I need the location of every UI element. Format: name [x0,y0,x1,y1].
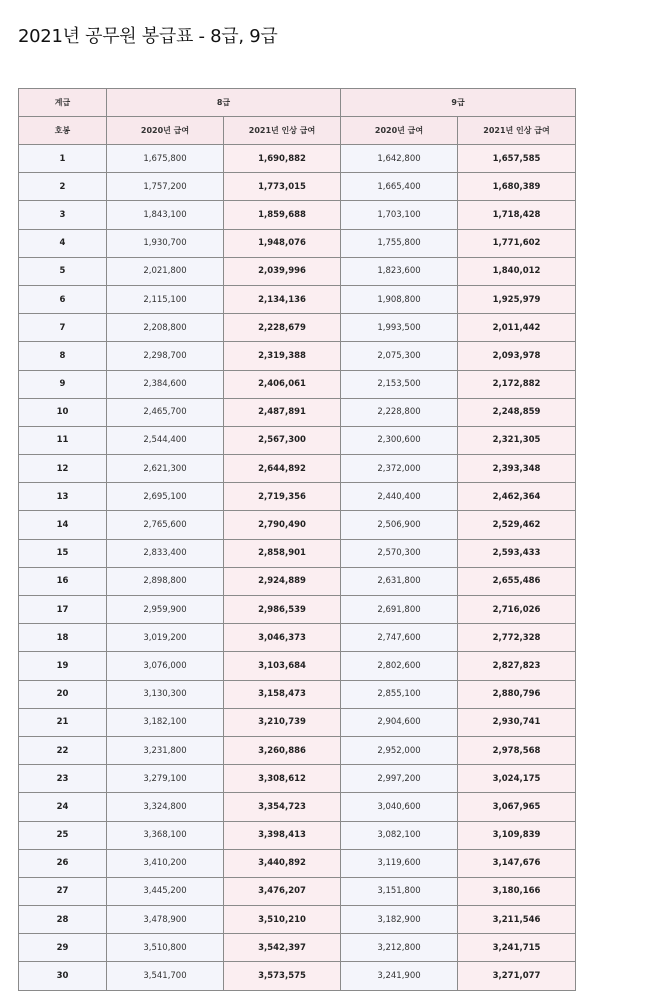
cell-8-2021: 2,039,996 [224,257,341,285]
header-grade-label: 계급 [19,89,107,117]
cell-9-2020: 2,075,300 [341,342,458,370]
cell-9-2020: 1,665,400 [341,173,458,201]
cell-step: 13 [19,483,107,511]
cell-9-2021: 1,680,389 [458,173,576,201]
cell-step: 12 [19,455,107,483]
cell-8-2021: 2,567,300 [224,426,341,454]
cell-9-2021: 2,529,462 [458,511,576,539]
cell-step: 18 [19,624,107,652]
cell-step: 6 [19,285,107,313]
cell-9-2021: 1,771,602 [458,229,576,257]
table-row [19,511,576,539]
cell-8-2021: 1,773,015 [224,173,341,201]
cell-9-2020: 3,119,600 [341,849,458,877]
table-row [19,455,576,483]
cell-9-2020: 2,228,800 [341,398,458,426]
cell-9-2020: 2,747,600 [341,624,458,652]
cell-9-2021: 3,147,676 [458,849,576,877]
cell-9-2021: 2,978,568 [458,736,576,764]
header-8-old: 2020년 급여 [107,117,224,145]
table-row [19,539,576,567]
cell-9-2021: 2,093,978 [458,342,576,370]
cell-9-2021: 3,271,077 [458,962,576,990]
table-row [19,708,576,736]
table-row [19,314,576,342]
cell-8-2021: 2,319,388 [224,342,341,370]
cell-8-2021: 2,487,891 [224,398,341,426]
cell-step: 1 [19,145,107,173]
cell-8-2021: 3,158,473 [224,680,341,708]
cell-8-2020: 3,478,900 [107,906,224,934]
cell-9-2020: 1,823,600 [341,257,458,285]
cell-step: 22 [19,736,107,764]
cell-9-2020: 2,372,000 [341,455,458,483]
cell-step: 8 [19,342,107,370]
table-row [19,877,576,905]
table-row [19,596,576,624]
cell-8-2020: 3,231,800 [107,736,224,764]
cell-8-2020: 2,695,100 [107,483,224,511]
cell-8-2021: 1,859,688 [224,201,341,229]
table-row [19,483,576,511]
cell-step: 5 [19,257,107,285]
table-row [19,201,576,229]
cell-8-2021: 3,476,207 [224,877,341,905]
cell-9-2021: 3,024,175 [458,765,576,793]
cell-8-2020: 3,324,800 [107,793,224,821]
table-row [19,849,576,877]
cell-8-2021: 2,986,539 [224,596,341,624]
cell-8-2020: 3,541,700 [107,962,224,990]
cell-8-2020: 2,544,400 [107,426,224,454]
table-row [19,793,576,821]
cell-9-2020: 3,182,900 [341,906,458,934]
cell-8-2021: 1,948,076 [224,229,341,257]
cell-9-2021: 2,462,364 [458,483,576,511]
cell-9-2020: 1,703,100 [341,201,458,229]
cell-8-2020: 2,833,400 [107,539,224,567]
cell-9-2020: 2,440,400 [341,483,458,511]
table-row [19,680,576,708]
cell-8-2020: 3,445,200 [107,877,224,905]
header-row-grade [19,89,576,117]
cell-8-2020: 3,410,200 [107,849,224,877]
table-body [19,145,576,991]
cell-8-2021: 3,046,373 [224,624,341,652]
table-row [19,567,576,595]
table-row [19,652,576,680]
cell-9-2020: 2,802,600 [341,652,458,680]
cell-9-2021: 2,321,305 [458,426,576,454]
cell-8-2020: 2,021,800 [107,257,224,285]
cell-8-2021: 3,510,210 [224,906,341,934]
table-row [19,906,576,934]
table-row [19,145,576,173]
cell-8-2021: 3,354,723 [224,793,341,821]
cell-8-2021: 2,924,889 [224,567,341,595]
cell-9-2020: 2,691,800 [341,596,458,624]
cell-step: 19 [19,652,107,680]
cell-8-2020: 3,019,200 [107,624,224,652]
cell-8-2021: 3,308,612 [224,765,341,793]
cell-9-2021: 1,925,979 [458,285,576,313]
cell-step: 28 [19,906,107,934]
cell-9-2021: 2,248,859 [458,398,576,426]
cell-step: 25 [19,821,107,849]
cell-8-2020: 2,898,800 [107,567,224,595]
cell-9-2021: 3,211,546 [458,906,576,934]
cell-8-2020: 1,930,700 [107,229,224,257]
cell-8-2020: 3,076,000 [107,652,224,680]
cell-9-2020: 3,082,100 [341,821,458,849]
cell-8-2021: 3,398,413 [224,821,341,849]
cell-8-2020: 3,130,300 [107,680,224,708]
cell-8-2020: 2,208,800 [107,314,224,342]
table-row [19,426,576,454]
cell-9-2020: 1,755,800 [341,229,458,257]
cell-8-2021: 3,260,886 [224,736,341,764]
cell-9-2021: 2,880,796 [458,680,576,708]
cell-8-2020: 3,279,100 [107,765,224,793]
cell-9-2021: 3,067,965 [458,793,576,821]
cell-8-2020: 3,368,100 [107,821,224,849]
cell-step: 10 [19,398,107,426]
cell-8-2021: 2,719,356 [224,483,341,511]
cell-8-2021: 3,542,397 [224,934,341,962]
cell-8-2020: 3,182,100 [107,708,224,736]
table-row [19,821,576,849]
table-row [19,736,576,764]
cell-9-2020: 2,855,100 [341,680,458,708]
cell-9-2020: 3,212,800 [341,934,458,962]
cell-9-2021: 3,180,166 [458,877,576,905]
cell-9-2021: 2,011,442 [458,314,576,342]
cell-8-2020: 1,757,200 [107,173,224,201]
cell-9-2021: 2,930,741 [458,708,576,736]
cell-9-2021: 2,593,433 [458,539,576,567]
cell-8-2020: 2,765,600 [107,511,224,539]
header-8-new: 2021년 인상 급여 [224,117,341,145]
cell-9-2020: 2,997,200 [341,765,458,793]
cell-8-2020: 2,959,900 [107,596,224,624]
cell-step: 7 [19,314,107,342]
cell-9-2021: 2,172,882 [458,370,576,398]
cell-8-2020: 2,115,100 [107,285,224,313]
cell-8-2021: 3,440,892 [224,849,341,877]
cell-9-2021: 2,393,348 [458,455,576,483]
cell-8-2021: 2,644,892 [224,455,341,483]
cell-9-2020: 1,993,500 [341,314,458,342]
cell-step: 11 [19,426,107,454]
header-group-8: 8급 [107,89,341,117]
cell-step: 27 [19,877,107,905]
cell-9-2021: 2,655,486 [458,567,576,595]
table-row [19,257,576,285]
cell-step: 24 [19,793,107,821]
cell-step: 23 [19,765,107,793]
cell-8-2020: 3,510,800 [107,934,224,962]
header-9-new: 2021년 인상 급여 [458,117,576,145]
header-row-step [19,117,576,145]
table-row [19,173,576,201]
cell-9-2020: 2,506,900 [341,511,458,539]
cell-8-2020: 2,298,700 [107,342,224,370]
cell-9-2020: 1,642,800 [341,145,458,173]
cell-9-2020: 2,952,000 [341,736,458,764]
cell-9-2020: 2,904,600 [341,708,458,736]
cell-8-2021: 1,690,882 [224,145,341,173]
cell-step: 9 [19,370,107,398]
cell-8-2021: 3,103,684 [224,652,341,680]
cell-8-2021: 2,134,136 [224,285,341,313]
cell-step: 14 [19,511,107,539]
cell-step: 16 [19,567,107,595]
cell-step: 21 [19,708,107,736]
cell-9-2021: 2,716,026 [458,596,576,624]
cell-step: 20 [19,680,107,708]
header-group-9: 9급 [341,89,576,117]
cell-9-2020: 2,300,600 [341,426,458,454]
cell-8-2020: 2,384,600 [107,370,224,398]
table-header [19,89,576,145]
cell-8-2021: 3,210,739 [224,708,341,736]
header-9-old: 2020년 급여 [341,117,458,145]
cell-9-2020: 2,631,800 [341,567,458,595]
cell-step: 29 [19,934,107,962]
page-title: 2021년 공무원 봉급표 - 8급, 9급 [18,26,278,47]
cell-9-2021: 3,241,715 [458,934,576,962]
header-step-label: 호봉 [19,117,107,145]
cell-8-2021: 2,790,490 [224,511,341,539]
cell-8-2020: 2,621,300 [107,455,224,483]
cell-9-2020: 1,908,800 [341,285,458,313]
table-row [19,370,576,398]
cell-9-2020: 3,241,900 [341,962,458,990]
table-row [19,624,576,652]
cell-9-2020: 2,570,300 [341,539,458,567]
salary-table-container [18,88,575,991]
cell-9-2021: 1,657,585 [458,145,576,173]
cell-step: 17 [19,596,107,624]
cell-9-2021: 2,827,823 [458,652,576,680]
table-row [19,285,576,313]
cell-9-2021: 1,718,428 [458,201,576,229]
cell-step: 4 [19,229,107,257]
cell-step: 2 [19,173,107,201]
table-row [19,962,576,990]
cell-9-2021: 2,772,328 [458,624,576,652]
cell-8-2021: 2,406,061 [224,370,341,398]
cell-9-2020: 3,151,800 [341,877,458,905]
cell-8-2021: 3,573,575 [224,962,341,990]
cell-step: 15 [19,539,107,567]
cell-8-2021: 2,228,679 [224,314,341,342]
table-row [19,229,576,257]
cell-step: 30 [19,962,107,990]
cell-8-2020: 1,843,100 [107,201,224,229]
cell-8-2021: 2,858,901 [224,539,341,567]
cell-step: 3 [19,201,107,229]
cell-9-2021: 3,109,839 [458,821,576,849]
cell-8-2020: 2,465,700 [107,398,224,426]
cell-8-2020: 1,675,800 [107,145,224,173]
cell-9-2021: 1,840,012 [458,257,576,285]
table-row [19,398,576,426]
cell-9-2020: 3,040,600 [341,793,458,821]
cell-step: 26 [19,849,107,877]
table-row [19,765,576,793]
table-row [19,934,576,962]
salary-table [18,88,576,991]
cell-9-2020: 2,153,500 [341,370,458,398]
table-row [19,342,576,370]
